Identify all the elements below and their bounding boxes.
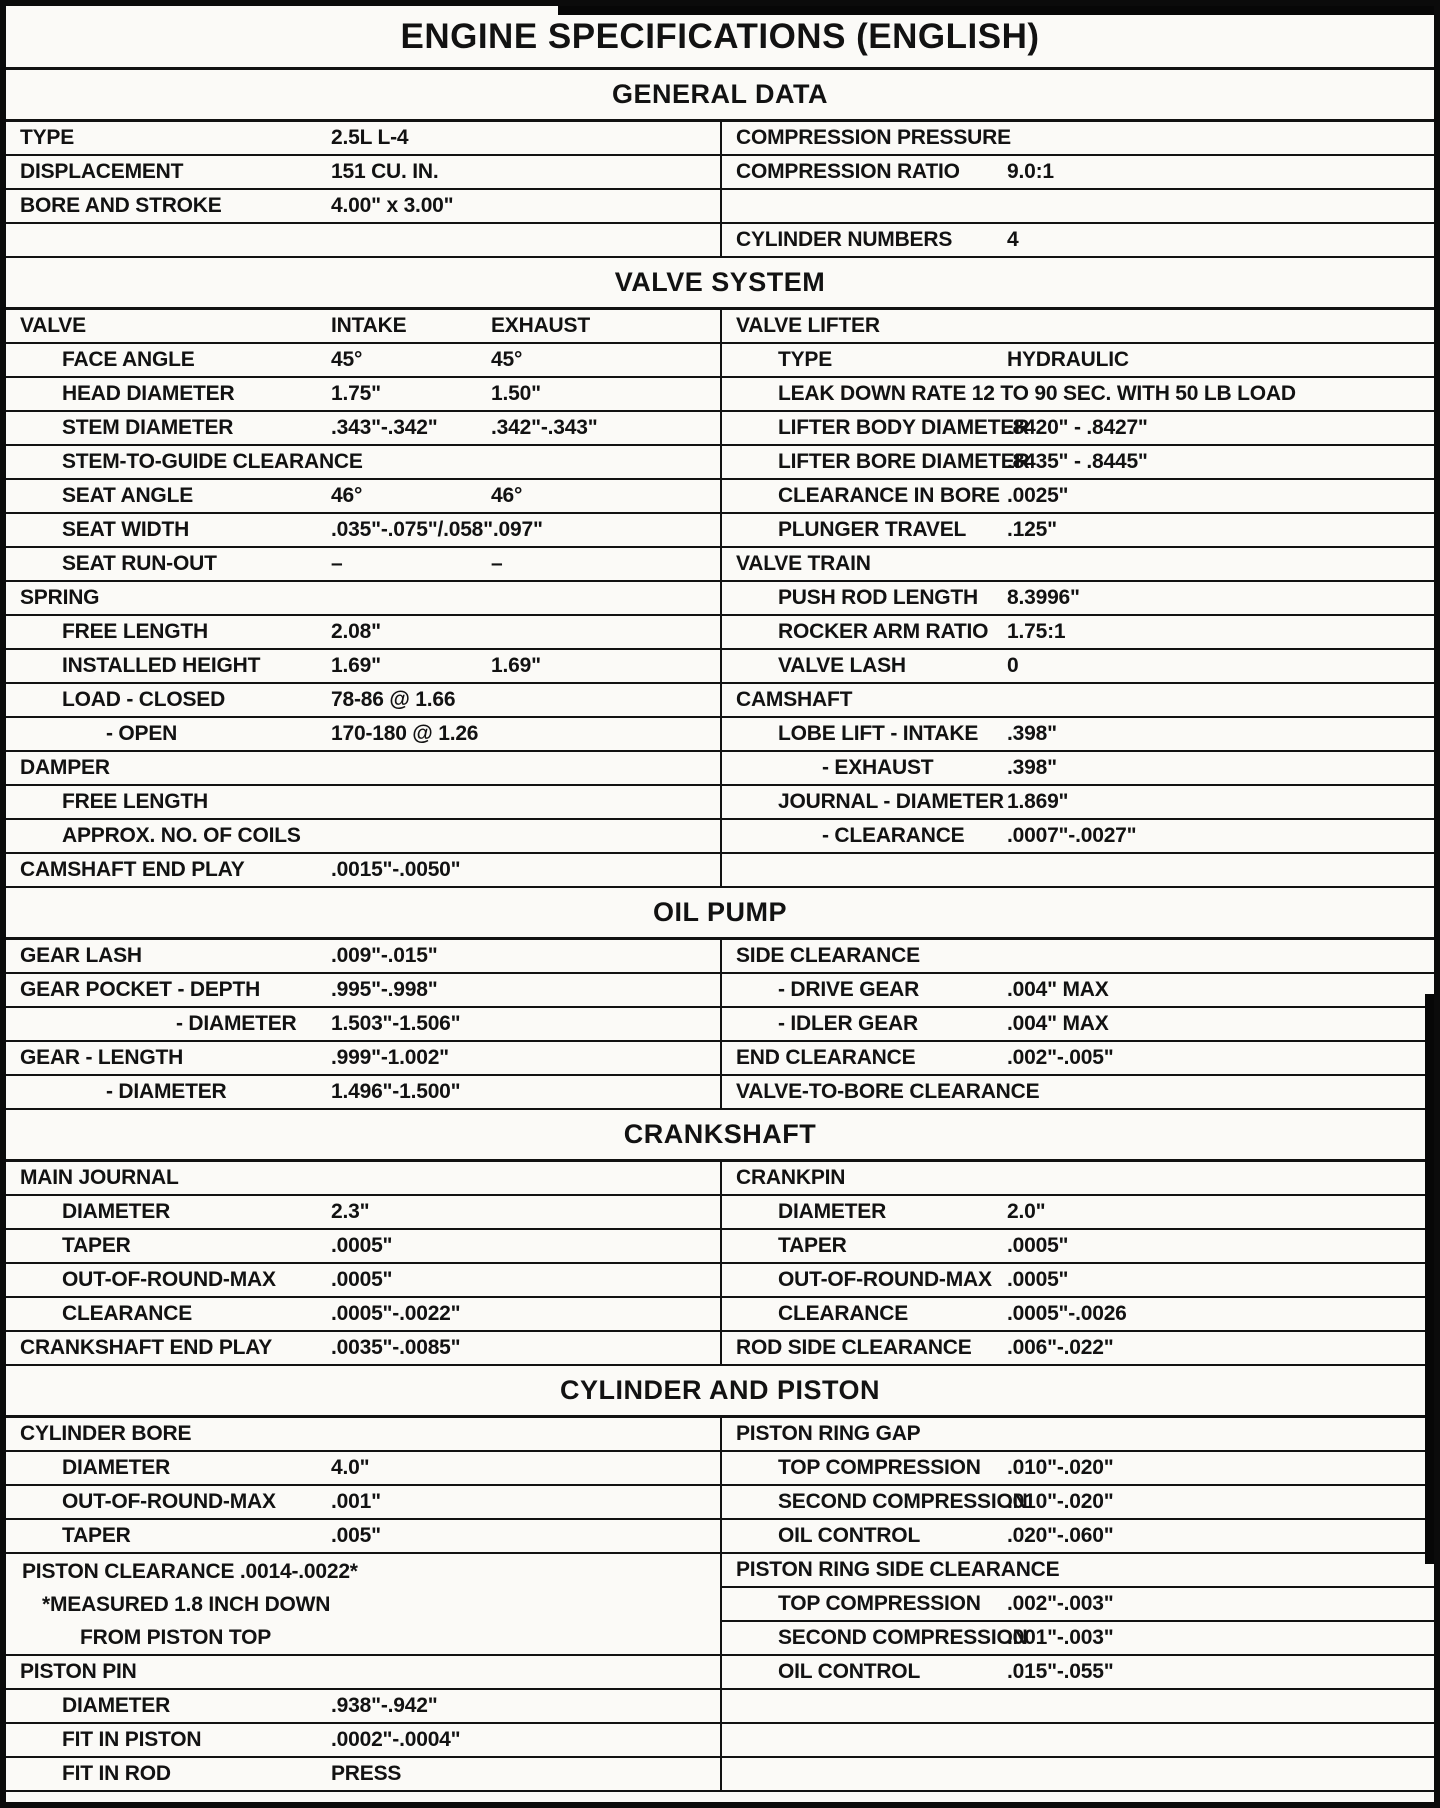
spec-label: VALVE TRAIN (736, 552, 871, 575)
spec-value: .0005"-.0022" (331, 1302, 461, 1325)
spec-label: GEAR POCKET - DEPTH (20, 978, 261, 1001)
spec-value: 0 (1007, 654, 1019, 677)
spec-row (722, 1520, 1434, 1554)
spec-label: DAMPER (20, 756, 110, 779)
spec-value: .8435" - .8445" (1007, 450, 1148, 473)
spec-value: 4.0" (331, 1456, 370, 1479)
spec-value: 1.75:1 (1007, 620, 1066, 643)
spec-value: .0005" (331, 1234, 393, 1257)
spec-row (722, 412, 1434, 446)
spec-value-2: .097" (492, 518, 543, 541)
spec-row (6, 1332, 720, 1366)
spec-row (722, 1690, 1434, 1724)
spec-row (6, 1076, 720, 1110)
spec-row (722, 1162, 1434, 1196)
spec-row (6, 940, 720, 974)
spec-row (6, 412, 720, 446)
spec-row (722, 1298, 1434, 1332)
spec-label: BORE AND STROKE (20, 194, 222, 217)
spec-label: VALVE (20, 314, 86, 337)
spec-row (6, 1690, 720, 1724)
spec-value: HYDRAULIC (1007, 348, 1129, 371)
spec-row (722, 548, 1434, 582)
spec-row (722, 940, 1434, 974)
spec-row (722, 616, 1434, 650)
valve-system-right-column (720, 310, 1434, 888)
spec-label: OUT-OF-ROUND-MAX (62, 1268, 276, 1291)
spec-value: .004" MAX (1007, 978, 1109, 1001)
spec-note-line: PISTON CLEARANCE .0014-.0022* (22, 1560, 358, 1583)
spec-value: .0005" (1007, 1268, 1069, 1291)
spec-row (6, 974, 720, 1008)
spec-row (6, 548, 720, 582)
spec-label: TYPE (20, 126, 75, 149)
spec-row (6, 378, 720, 412)
spec-label: PISTON PIN (20, 1660, 137, 1683)
spec-value: .8420" - .8427" (1007, 416, 1148, 439)
valve-system-left-column (6, 310, 720, 888)
spec-label: STEM DIAMETER (62, 416, 234, 439)
spec-value: 1.503"-1.506" (331, 1012, 461, 1035)
spec-value-2: EXHAUST (491, 314, 590, 337)
section-header-oil-pump: OIL PUMP (6, 888, 1434, 940)
spec-value: 2.08" (331, 620, 381, 643)
spec-value: .010"-.020" (1007, 1456, 1114, 1479)
spec-row (6, 1486, 720, 1520)
spec-row (6, 224, 720, 258)
oil-pump-right-column (720, 940, 1434, 1110)
spec-row (722, 1724, 1434, 1758)
sections (6, 70, 1434, 1792)
spec-row (6, 1264, 720, 1298)
section-oil-pump (6, 888, 1434, 1110)
spec-label: DIAMETER (62, 1200, 171, 1223)
spec-row (722, 480, 1434, 514)
spec-value: 2.5L L-4 (331, 126, 409, 149)
spec-row (6, 514, 720, 548)
spec-row (722, 820, 1434, 854)
spec-label: - DRIVE GEAR (778, 978, 920, 1001)
spec-value-2: .342"-.343" (491, 416, 598, 439)
spec-row (6, 1230, 720, 1264)
spec-label: FREE LENGTH (62, 620, 208, 643)
spec-value-2: 1.50" (491, 382, 541, 405)
spec-label: APPROX. NO. OF COILS (62, 824, 301, 847)
spec-row (722, 1758, 1434, 1792)
spec-value-2: – (491, 552, 503, 575)
spec-row (6, 1042, 720, 1076)
spec-row (6, 820, 720, 854)
spec-label: DISPLACEMENT (20, 160, 184, 183)
spec-label: SIDE CLEARANCE (736, 944, 920, 967)
general-data-right-column (720, 122, 1434, 258)
spec-value: .0015"-.0050" (331, 858, 461, 881)
spec-row (722, 156, 1434, 190)
spec-label: COMPRESSION RATIO (736, 160, 960, 183)
spec-row (722, 1622, 1434, 1656)
spec-value: .006"-.022" (1007, 1336, 1114, 1359)
spec-row (722, 1042, 1434, 1076)
spec-label: ROD SIDE CLEARANCE (736, 1336, 972, 1359)
spec-value: .0002"-.0004" (331, 1728, 461, 1751)
section-header-cylinder-and-piston: CYLINDER AND PISTON (6, 1366, 1434, 1418)
spec-label: HEAD DIAMETER (62, 382, 235, 405)
spec-row (722, 1588, 1434, 1622)
spec-row (6, 1196, 720, 1230)
spec-row (6, 1008, 720, 1042)
spec-label: - OPEN (106, 722, 178, 745)
spec-value: .015"-.055" (1007, 1660, 1114, 1683)
spec-row (6, 190, 720, 224)
spec-row (6, 156, 720, 190)
spec-value: 46° (331, 484, 363, 507)
spec-label: SEAT RUN-OUT (62, 552, 217, 575)
spec-value: .001"-.003" (1007, 1626, 1114, 1649)
spec-value: 2.0" (1007, 1200, 1046, 1223)
spec-row (722, 1264, 1434, 1298)
spec-value: 1.75" (331, 382, 381, 405)
spec-label: SECOND COMPRESSION (778, 1490, 1028, 1513)
spec-label: CLEARANCE IN BORE (778, 484, 1000, 507)
spec-label: MAIN JOURNAL (20, 1166, 179, 1189)
spec-label: FREE LENGTH (62, 790, 208, 813)
section-general-data (6, 70, 1434, 258)
spec-label: PISTON RING SIDE CLEARANCE (736, 1558, 1060, 1581)
spec-row (722, 1076, 1434, 1110)
spec-label: CYLINDER NUMBERS (736, 228, 953, 251)
spec-label: - CLEARANCE (822, 824, 965, 847)
spec-label: - IDLER GEAR (778, 1012, 918, 1035)
spec-row (722, 718, 1434, 752)
spec-row (722, 582, 1434, 616)
section-cylinder-and-piston (6, 1366, 1434, 1792)
spec-label: SPRING (20, 586, 100, 609)
spec-value: .125" (1007, 518, 1057, 541)
page-title: ENGINE SPECIFICATIONS (ENGLISH) (400, 16, 1040, 56)
spec-label: DIAMETER (62, 1456, 171, 1479)
spec-label: VALVE LASH (778, 654, 906, 677)
spec-label: DIAMETER (778, 1200, 887, 1223)
section-body-valve-system (6, 310, 1434, 888)
spec-row (6, 1298, 720, 1332)
spec-label: FIT IN ROD (62, 1762, 171, 1785)
crankshaft-right-column (720, 1162, 1434, 1366)
spec-row (722, 310, 1434, 344)
spec-label: TAPER (778, 1234, 847, 1257)
spec-label: OIL CONTROL (778, 1660, 921, 1683)
spec-label: - DIAMETER (176, 1012, 297, 1035)
spec-row (722, 974, 1434, 1008)
spec-label: CLEARANCE (778, 1302, 909, 1325)
spec-row (6, 344, 720, 378)
spec-row (722, 122, 1434, 156)
spec-row (6, 1452, 720, 1486)
spec-row (722, 854, 1434, 888)
spec-label: PUSH ROD LENGTH (778, 586, 979, 609)
spec-label: DIAMETER (62, 1694, 171, 1717)
spec-value: .005" (331, 1524, 381, 1547)
section-valve-system (6, 258, 1434, 888)
spec-value: .0005"-.0026 (1007, 1302, 1127, 1325)
spec-value: .001" (331, 1490, 381, 1513)
spec-row (6, 1656, 720, 1690)
spec-label: FIT IN PISTON (62, 1728, 202, 1751)
spec-value: .009"-.015" (331, 944, 438, 967)
spec-value: 170-180 @ 1.26 (331, 722, 479, 745)
spec-label: INSTALLED HEIGHT (62, 654, 261, 677)
spec-label: LOAD - CLOSED (62, 688, 226, 711)
spec-row (722, 190, 1434, 224)
spec-value: .938"-.942" (331, 1694, 438, 1717)
spec-label: VALVE-TO-BORE CLEARANCE (736, 1080, 1040, 1103)
spec-label: CRANKSHAFT END PLAY (20, 1336, 273, 1359)
cylinder-and-piston-right-column (720, 1418, 1434, 1792)
spec-row (722, 1656, 1434, 1690)
spec-label: - DIAMETER (106, 1080, 227, 1103)
spec-label: CRANKPIN (736, 1166, 846, 1189)
spec-value: .010"-.020" (1007, 1490, 1114, 1513)
spec-value: .0007"-.0027" (1007, 824, 1137, 847)
spec-row (6, 1758, 720, 1792)
spec-label: END CLEARANCE (736, 1046, 916, 1069)
spec-label: ROCKER ARM RATIO (778, 620, 989, 643)
spec-value: .002"-.005" (1007, 1046, 1114, 1069)
spec-label: CAMSHAFT (736, 688, 853, 711)
spec-value: .995"-.998" (331, 978, 438, 1001)
spec-label: - EXHAUST (822, 756, 934, 779)
spec-label: PISTON RING GAP (736, 1422, 921, 1445)
spec-value: PRESS (331, 1762, 402, 1785)
spec-row (6, 1724, 720, 1758)
spec-value: .999"-1.002" (331, 1046, 449, 1069)
spec-row (6, 616, 720, 650)
spec-row (722, 344, 1434, 378)
spec-row (6, 480, 720, 514)
spec-row (722, 1230, 1434, 1264)
spec-label: LEAK DOWN RATE 12 TO 90 SEC. WITH 50 LB LOAD (778, 382, 1296, 405)
oil-pump-left-column (6, 940, 720, 1110)
spec-row (722, 224, 1434, 258)
spec-value: 45° (331, 348, 363, 371)
spec-value: .035"-.075"/.058" (331, 518, 493, 541)
spec-label: STEM-TO-GUIDE CLEARANCE (62, 450, 363, 473)
crankshaft-left-column (6, 1162, 720, 1366)
spec-row (722, 1452, 1434, 1486)
spec-label: CAMSHAFT END PLAY (20, 858, 245, 881)
spec-note-line: *MEASURED 1.8 INCH DOWN (42, 1593, 331, 1616)
section-body-crankshaft (6, 1162, 1434, 1366)
spec-value: .0005" (331, 1268, 393, 1291)
spec-value-2: 46° (491, 484, 523, 507)
spec-label: TYPE (778, 348, 833, 371)
spec-note-line: FROM PISTON TOP (80, 1626, 272, 1649)
section-body-oil-pump (6, 940, 1434, 1110)
spec-row (722, 752, 1434, 786)
spec-row (722, 684, 1434, 718)
spec-value: 1.869" (1007, 790, 1069, 813)
spec-label: GEAR - LENGTH (20, 1046, 184, 1069)
spec-label: TOP COMPRESSION (778, 1592, 981, 1615)
spec-value: 4.00" x 3.00" (331, 194, 454, 217)
spec-label: CLEARANCE (62, 1302, 193, 1325)
spec-value: 8.3996" (1007, 586, 1080, 609)
spec-label: JOURNAL - DIAMETER (778, 790, 1004, 813)
spec-value: – (331, 552, 343, 575)
spec-label: LOBE LIFT - INTAKE (778, 722, 979, 745)
spec-label: CYLINDER BORE (20, 1422, 192, 1445)
spec-row (6, 1554, 720, 1656)
spec-row (722, 650, 1434, 684)
section-body-general-data (6, 122, 1434, 258)
spec-row (722, 1332, 1434, 1366)
title-bar (6, 6, 1434, 70)
spec-label: TOP COMPRESSION (778, 1456, 981, 1479)
spec-value: .004" MAX (1007, 1012, 1109, 1035)
spec-value: INTAKE (331, 314, 407, 337)
spec-value: .002"-.003" (1007, 1592, 1114, 1615)
spec-row (6, 122, 720, 156)
spec-label: OIL CONTROL (778, 1524, 921, 1547)
section-crankshaft (6, 1110, 1434, 1366)
spec-label: VALVE LIFTER (736, 314, 880, 337)
spec-value: 2.3" (331, 1200, 370, 1223)
section-header-general-data: GENERAL DATA (6, 70, 1434, 122)
spec-row (722, 378, 1434, 412)
spec-row (6, 684, 720, 718)
spec-row (6, 446, 720, 480)
spec-label: SEAT ANGLE (62, 484, 194, 507)
spec-value: 1.69" (331, 654, 381, 677)
spec-value: 1.496"-1.500" (331, 1080, 461, 1103)
spec-value: .0035"-.0085" (331, 1336, 461, 1359)
spec-label: OUT-OF-ROUND-MAX (778, 1268, 992, 1291)
spec-row (6, 582, 720, 616)
spec-row (6, 1418, 720, 1452)
section-body-cylinder-and-piston (6, 1418, 1434, 1792)
spec-value: .398" (1007, 722, 1057, 745)
spec-row (722, 514, 1434, 548)
spec-value: .020"-.060" (1007, 1524, 1114, 1547)
spec-row (722, 1008, 1434, 1042)
spec-label: LIFTER BORE DIAMETER (778, 450, 1030, 473)
spec-label: TAPER (62, 1234, 131, 1257)
spec-value: 151 CU. IN. (331, 160, 439, 183)
spec-label: TAPER (62, 1524, 131, 1547)
spec-row (6, 752, 720, 786)
spec-label: OUT-OF-ROUND-MAX (62, 1490, 276, 1513)
spec-label: PLUNGER TRAVEL (778, 518, 967, 541)
spec-value: .0005" (1007, 1234, 1069, 1257)
spec-label: SEAT WIDTH (62, 518, 190, 541)
spec-value-2: 45° (491, 348, 523, 371)
scan-artifact-right-edge (1425, 994, 1434, 1564)
spec-row (6, 650, 720, 684)
spec-value: .343"-.342" (331, 416, 438, 439)
spec-row (722, 1554, 1434, 1588)
spec-row (6, 786, 720, 820)
spec-row (6, 718, 720, 752)
spec-value: 9.0:1 (1007, 160, 1054, 183)
section-header-valve-system: VALVE SYSTEM (6, 258, 1434, 310)
spec-row (722, 446, 1434, 480)
spec-value: 4 (1007, 228, 1019, 251)
scan-artifact-top (558, 6, 1434, 15)
spec-value-2: 1.69" (491, 654, 541, 677)
spec-label: COMPRESSION PRESSURE (736, 126, 1011, 149)
spec-row (722, 1418, 1434, 1452)
spec-value: 78-86 @ 1.66 (331, 688, 456, 711)
spec-label: LIFTER BODY DIAMETER (778, 416, 1030, 439)
spec-row (6, 310, 720, 344)
spec-row (722, 1486, 1434, 1520)
spec-row (6, 1520, 720, 1554)
spec-row (6, 1162, 720, 1196)
spec-row (6, 854, 720, 888)
general-data-left-column (6, 122, 720, 258)
spec-label: SECOND COMPRESSION (778, 1626, 1028, 1649)
spec-value: .398" (1007, 756, 1057, 779)
spec-row (722, 786, 1434, 820)
spec-label: FACE ANGLE (62, 348, 195, 371)
cylinder-and-piston-left-column (6, 1418, 720, 1792)
spec-value: .0025" (1007, 484, 1069, 507)
spec-row (722, 1196, 1434, 1230)
section-header-crankshaft: CRANKSHAFT (6, 1110, 1434, 1162)
spec-label: GEAR LASH (20, 944, 142, 967)
